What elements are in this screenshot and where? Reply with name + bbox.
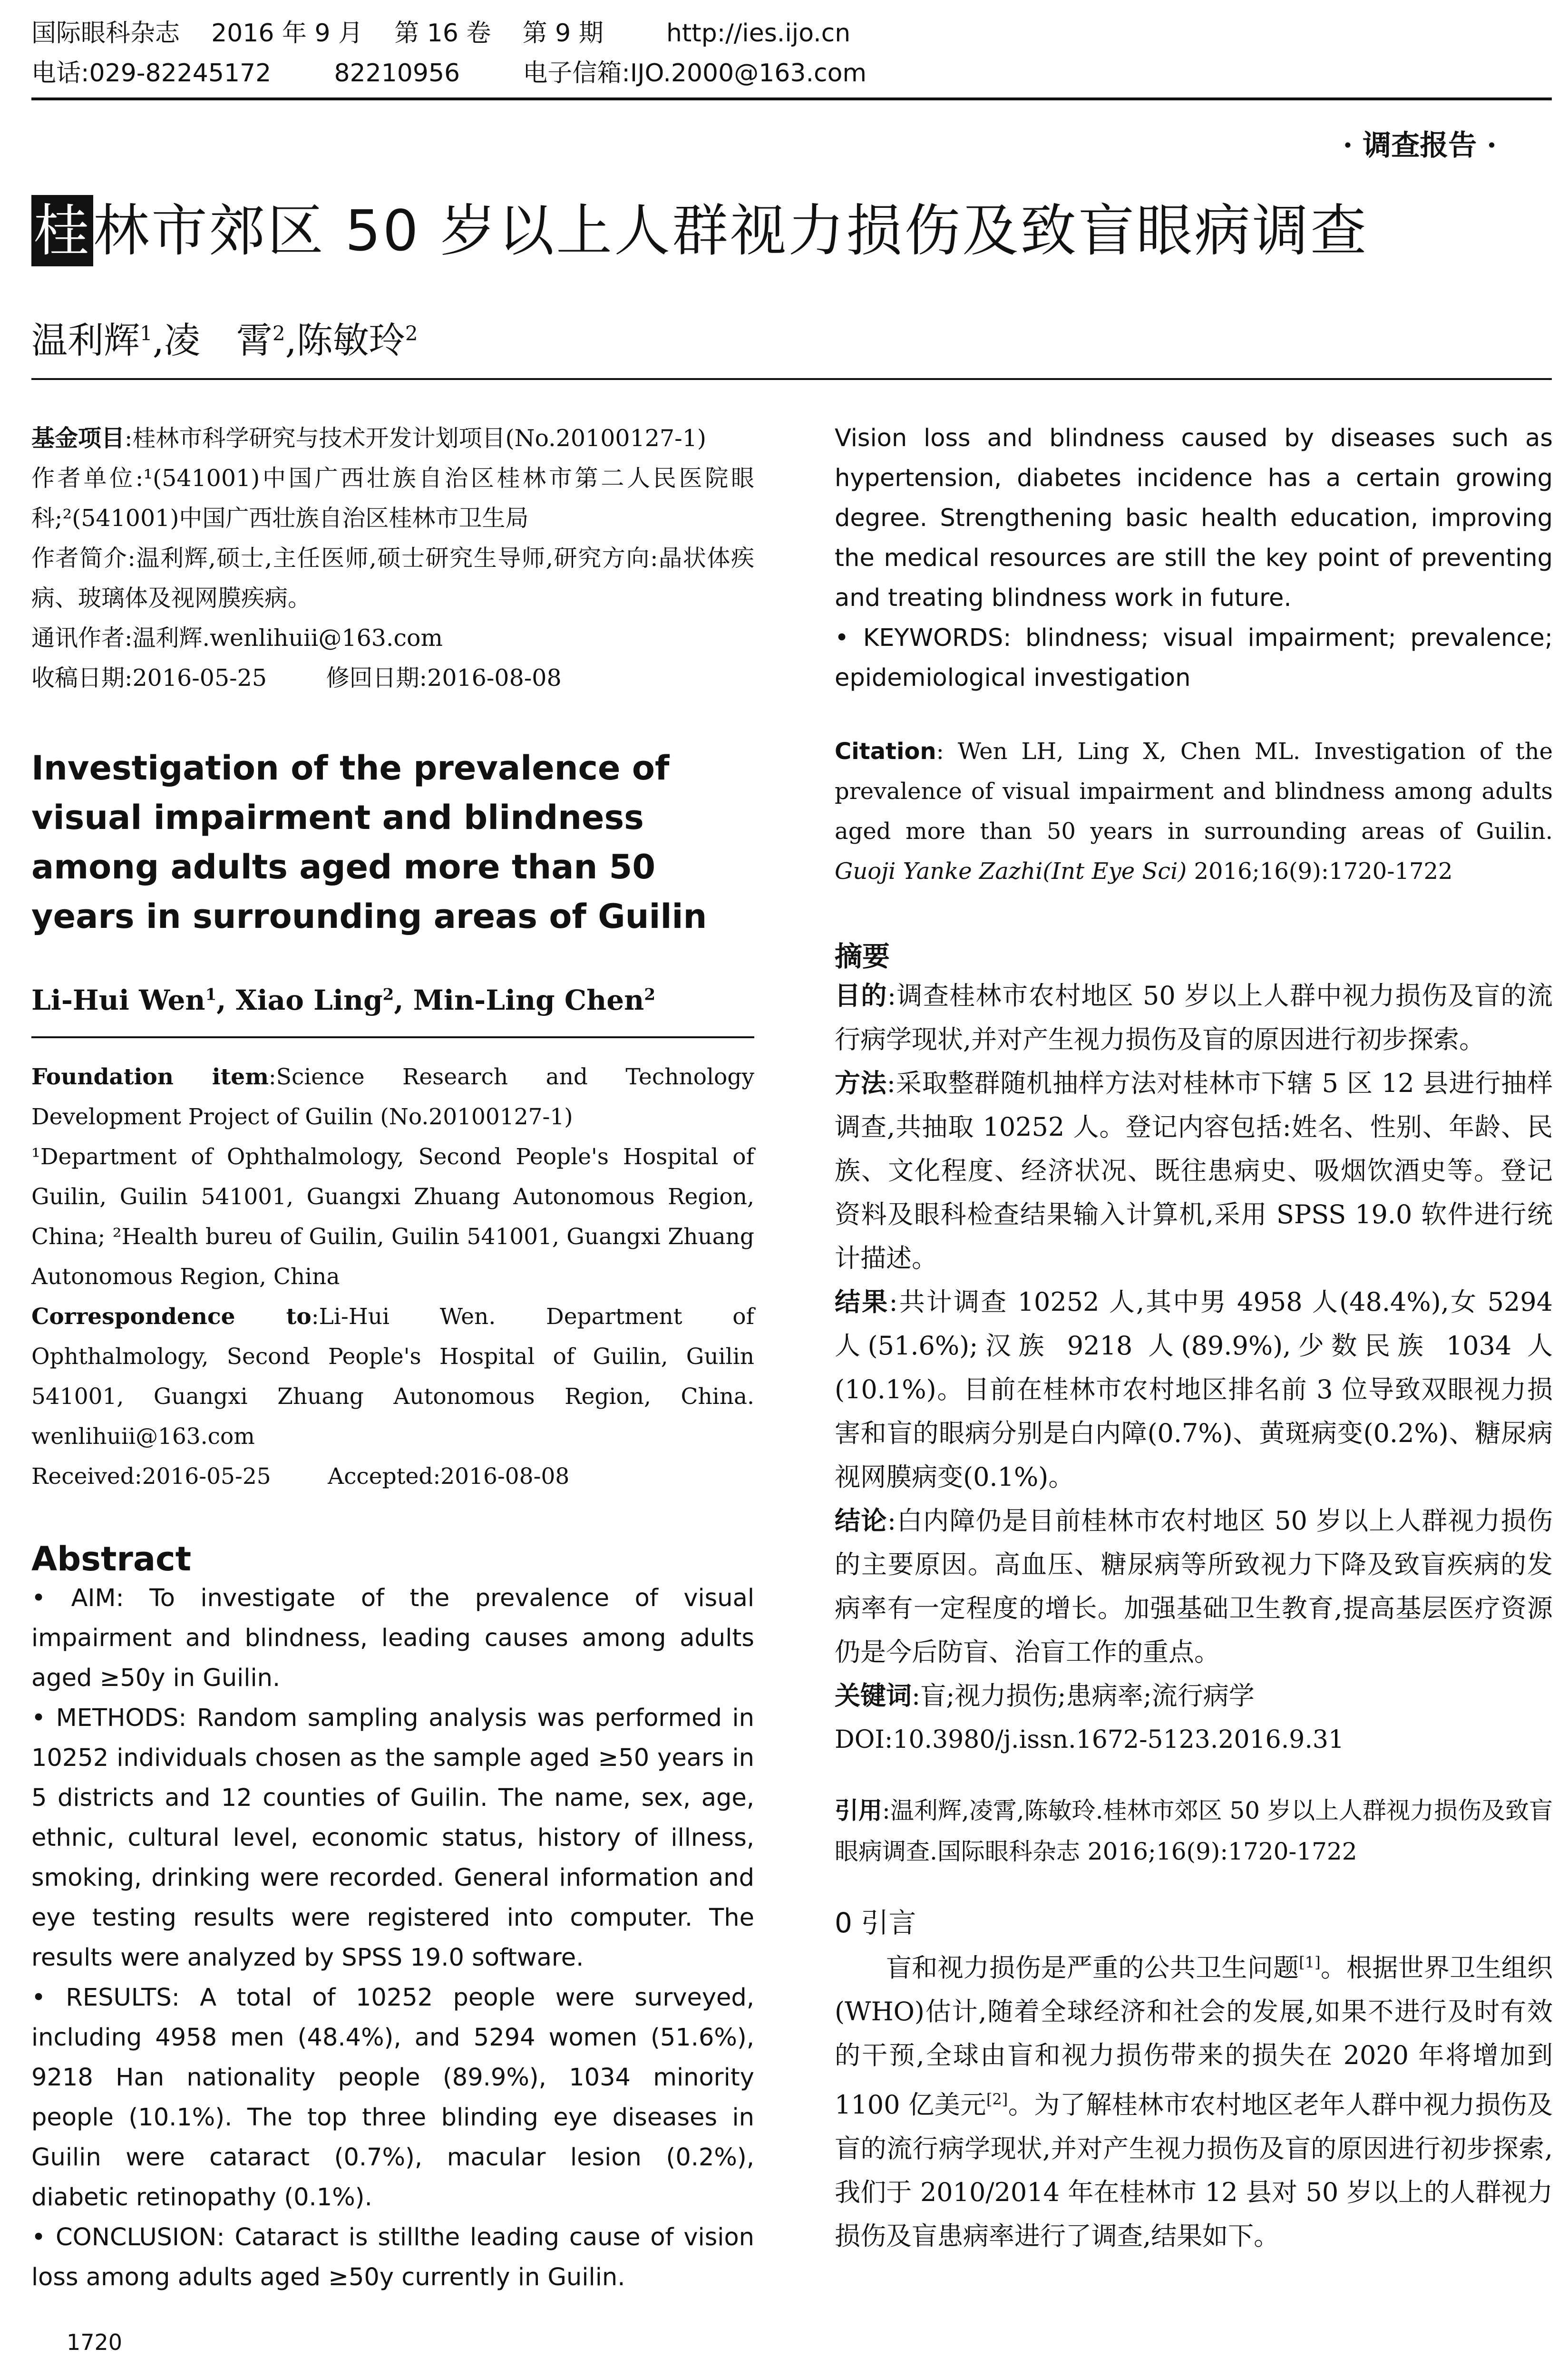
title-first-char: 桂 — [31, 195, 93, 266]
abstract-en-continued — [835, 419, 1553, 698]
corr-en-text: :Li-Hui Wen. Department of Ophthalmology, Second People's Hospital of Guilin, Guilin 541001, Guangxi Zhuang Autonomous Region, China. wenlihuii@163.com — [31, 1304, 755, 1450]
abstract-cn — [835, 974, 1553, 1718]
abstract-aim: • AIM: To investigate of the prevalence of visual impairment and blindness, leading causes among adults aged ≥50y in Guilin. — [31, 1584, 754, 1692]
citation-en — [835, 731, 1553, 891]
author-en-2-sup: 2 — [382, 985, 394, 1004]
doi: DOI:10.3980/j.issn.1672-5123.2016.9.31 — [835, 1725, 1344, 1754]
abstract-cn-aim-text: :调查桂林市农村地区 50 岁以上人群中视力损伤及盲的流行病学现状,并对产生视力损伤及盲的原因进行初步探索。 — [835, 981, 1553, 1054]
abstract-cn-keywords — [835, 1674, 1553, 1718]
abstract-keywords: • KEYWORDS: blindness; visual impairment; prevalence; epidemiological investigation — [835, 624, 1553, 692]
citation-en-text: : Wen LH, Ling X, Chen ML. Investigation of the prevalence of visual impairment and blindness among adults aged more than 50 years in surrounding areas of Guilin. — [835, 738, 1553, 845]
abstract-cn-conclusion — [835, 1499, 1553, 1674]
author-cn-2: ,凌 霄 — [152, 319, 273, 361]
page-number: 1720 — [67, 2329, 123, 2355]
article-meta-cn — [31, 419, 754, 698]
unit-cn-text: :¹(541001)中国广西壮族自治区桂林市第二人民医院眼科;²(541001)中国广西壮族自治区桂林市卫生局 — [31, 465, 754, 532]
citation-en-journal: Guoji Yanke Zazhi(Int Eye Sci) — [835, 858, 1187, 885]
citation-en-label: Citation — [835, 738, 936, 765]
authors-cn — [31, 312, 418, 363]
header-rule — [31, 97, 1552, 100]
abstract-cn-aim — [835, 974, 1553, 1062]
authors-en — [31, 984, 754, 1016]
abstract-cn-conclusion-text: :白内障仍是目前桂林市农村地区 50 岁以上人群视力损伤的主要原因。高血压、糖尿病等所致视力下降及致盲疾病的发病率有一定程度的增长。加强基础卫生教育,提高基层医疗资源仍是今后防盲、治盲工作的重点。 — [835, 1506, 1553, 1667]
journal-header-line2: 电话:029-82245172 82210956 电子信箱:IJO.2000@163.com — [31, 59, 867, 88]
received-en: Received:2016-05-25 Accepted:2016-08-08 — [31, 1463, 570, 1490]
article-title-en: Investigation of the prevalence of visual impairment and blindness among adults aged more than 50 years in surrounding areas of Guilin — [31, 749, 707, 936]
abstract-cn-methods-text: :采取整群随机抽样方法对桂林市下辖 5 区 12 县进行抽样调查,共抽取 10252 人。登记内容包括:姓名、性别、年龄、民族、文化程度、经济状况、既往患病史、吸烟饮酒史等。登记资料及眼科检查结果输入计算机,采用 SPSS 19.0 软件进行统计描述。 — [835, 1068, 1553, 1273]
unit-cn-label: 作者单位 — [31, 465, 136, 492]
author-cn-1-sup: 1 — [140, 321, 153, 345]
bio-cn-label: 作者简介 — [31, 545, 128, 572]
citation-en-tail: 2016;16(9):1720-1722 — [1187, 858, 1453, 885]
left-column — [31, 419, 754, 2298]
foundation-en-label: Foundation item — [31, 1064, 269, 1090]
citation-cn — [835, 1790, 1553, 1872]
article-meta-en — [31, 1057, 754, 1497]
intro-ref-1: [1] — [1299, 1953, 1321, 1971]
author-en-3: , Min-Ling Chen — [394, 984, 644, 1016]
author-en-1: Li-Hui Wen — [31, 984, 205, 1016]
unit-cn — [31, 458, 754, 538]
abstract-cn-methods-label: 方法 — [835, 1068, 887, 1098]
abstract-conclusion-cont: Vision loss and blindness caused by diseases such as hypertension, diabetes incidence has a certain growing degree. Strengthening basic health education, improving the medical resources are still the key point of preventing and treating blindness work in future. — [835, 424, 1553, 612]
abstract-cn-results — [835, 1280, 1553, 1499]
journal-header-line1: 国际眼科杂志 2016 年 9 月 第 16 卷 第 9 期 http://ies.ijo.cn — [31, 19, 851, 48]
corr-cn — [31, 618, 754, 658]
abstract-heading: Abstract — [31, 1539, 192, 1578]
abstract-results: • RESULTS: A total of 10252 people were surveyed, including 4958 men (48.4%), and 5294 women (51.6%), 9218 Han nationality people (89.9%), 1034 minority people (10.1%). The top three blinding eye diseases in Guilin were cataract (0.7%), macular lesion (0.2%), diabetic retinopathy (0.1%). — [31, 1984, 754, 2211]
abstract-cn-keywords-text: :盲;视力损伤;患病率;流行病学 — [912, 1681, 1255, 1711]
intro-paragraph — [835, 1940, 1553, 2258]
abstract-cn-keywords-label: 关键词 — [835, 1681, 912, 1711]
abstract-cn-methods — [835, 1062, 1553, 1280]
author-cn-1: 温利辉 — [31, 319, 140, 361]
abstract-en — [31, 1578, 754, 2298]
foundation-cn-label: 基金项目 — [31, 425, 125, 452]
section-label: · 调查报告 · — [1343, 129, 1497, 162]
foundation-cn-text: :桂林市科学研究与技术开发计划项目(No.20100127-1) — [125, 425, 706, 452]
intro-text-1: 盲和视力损伤是严重的公共卫生问题 — [886, 1953, 1299, 1983]
article-title-cn — [31, 195, 1368, 266]
foundation-en — [31, 1057, 754, 1137]
author-en-3-sup: 2 — [644, 985, 655, 1004]
corr-cn-text: :温利辉.wenlihuii@163.com — [125, 624, 443, 652]
bio-cn — [31, 538, 754, 618]
author-en-1-sup: 1 — [205, 985, 217, 1004]
author-cn-3-sup: 2 — [405, 321, 418, 345]
abstract-cn-heading: 摘要 — [835, 940, 890, 973]
right-column — [835, 419, 1553, 2258]
bio-cn-text: :温利辉,硕士,主任医师,硕士研究生导师,研究方向:晶状体疾病、玻璃体及视网膜疾病。 — [31, 545, 754, 612]
author-en-2: , Xiao Ling — [216, 984, 383, 1016]
received-cn: 收稿日期:2016-05-25 修回日期:2016-08-08 — [31, 664, 562, 692]
corr-en-label: Correspondence to — [31, 1304, 312, 1330]
dept-en: ¹Department of Ophthalmology, Second People's Hospital of Guilin, Guilin 541001, Guangxi Zhuang Autonomous Region, China; ²Health bureu of Guilin, Guilin 541001, Guangxi Zhuang Autonomous Region, China — [31, 1144, 754, 1290]
abstract-cn-results-text: :共计调查 10252 人,其中男 4958 人(48.4%),女 5294 人(51.6%);汉族 9218 人(89.9%),少数民族 1034 人(10.1%)。目前在桂林市农村地区排名前 3 位导致双眼视力损害和盲的眼病分别是白内障(0.7%)、黄斑病变(0.2%)、糖尿病视网膜病变(0.1%)。 — [835, 1287, 1553, 1492]
citation-cn-text: :温利辉,凌霄,陈敏玲.桂林市郊区 50 岁以上人群视力损伤及致盲眼病调查.国际眼科杂志 2016;16(9):1720-1722 — [835, 1797, 1553, 1865]
intro-heading: 0 引言 — [835, 1907, 916, 1939]
authors-rule — [31, 1036, 754, 1038]
abstract-cn-results-label: 结果 — [835, 1287, 889, 1317]
foundation-cn — [31, 419, 754, 458]
author-cn-2-sup: 2 — [272, 321, 285, 345]
abstract-methods: • METHODS: Random sampling analysis was performed in 10252 individuals chosen as the sample aged ≥50 years in 5 districts and 12 counties of Guilin. The name, sex, age, ethnic, cultural level, economic status, history of illness, smoking, drinking were recorded. General information and eye testing results were registered into computer. The results were analyzed by SPSS 19.0 software. — [31, 1704, 754, 1972]
abstract-cn-conclusion-label: 结论 — [835, 1506, 887, 1536]
intro-text-3: 。为了解桂林市农村地区老年人群中视力损伤及盲的流行病学现状,并对产生视力损伤及盲的原因进行初步探索,我们于 2010/2014 年在桂林市 12 县对 50 岁以上的人群视力损伤及盲患病率进行了调查,结果如下。 — [835, 2090, 1553, 2251]
foundation-en-text: :Science Research and Technology Development Project of Guilin (No.20100127-1) — [31, 1064, 754, 1130]
intro-text-2: 。根据世界卫生组织(WHO)估计,随着全球经济和社会的发展,如果不进行及时有效的干预,全球由盲和视力损伤带来的损失在 2020 年将增加到 1100 亿美元 — [835, 1953, 1553, 2120]
abstract-cn-aim-label: 目的 — [835, 981, 887, 1011]
abstract-conclusion: • CONCLUSION: Cataract is stillthe leading cause of vision loss among adults aged ≥50y currently in Guilin. — [31, 2223, 754, 2291]
intro-ref-2: [2] — [986, 2090, 1008, 2108]
citation-cn-label: 引用 — [835, 1797, 883, 1824]
title-rule — [31, 378, 1552, 380]
title-rest: 林市郊区 50 岁以上人群视力损伤及致盲眼病调查 — [93, 198, 1369, 263]
author-cn-3: ,陈敏玲 — [285, 319, 405, 361]
corr-en — [31, 1297, 754, 1457]
corr-cn-label: 通讯作者 — [31, 624, 125, 652]
